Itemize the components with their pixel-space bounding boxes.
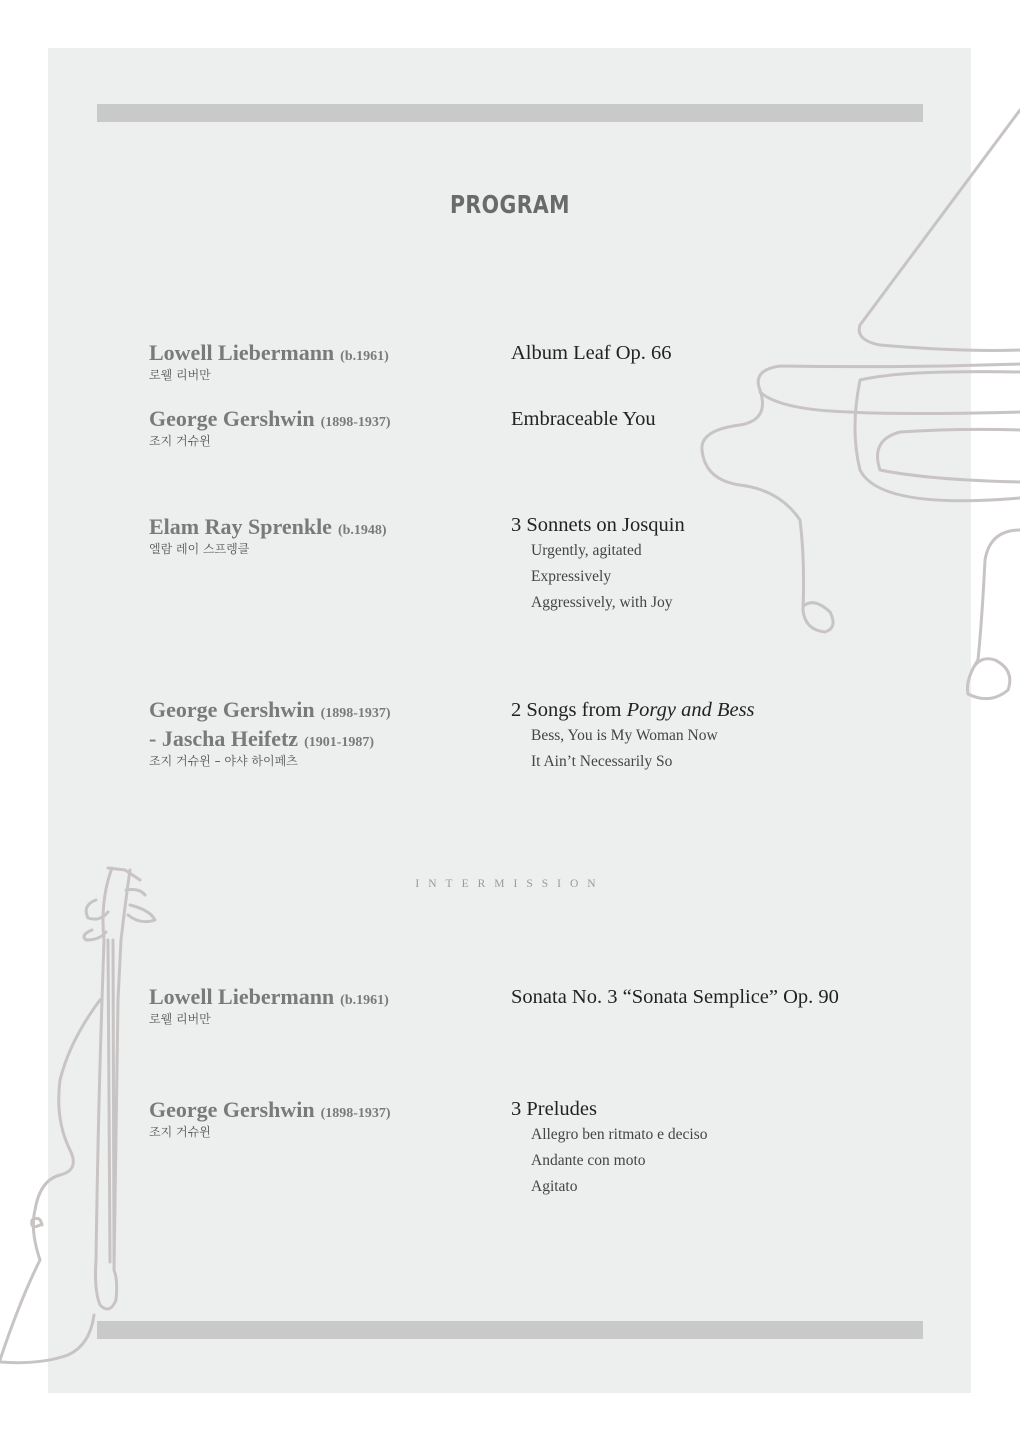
composer-korean-name: 로웰 리버만 <box>149 1012 211 1026</box>
movement: Urgently, agitated <box>531 542 642 559</box>
composer-dates: (b.1961) <box>340 349 389 364</box>
movement: Andante con moto <box>531 1152 646 1169</box>
composer-block-sprenkle <box>149 514 387 557</box>
composer-dates: (1898-1937) <box>320 706 391 721</box>
composer-name: George Gershwin <box>149 697 315 722</box>
work-block-sonnets <box>511 512 685 616</box>
work-title <box>511 697 755 723</box>
arranger-name: - Jascha Heifetz <box>149 726 299 751</box>
composer-block-gershwin-2 <box>149 1097 391 1140</box>
composer-korean-name: 조지 거슈윈 <box>149 434 211 448</box>
bottom-divider-bar <box>97 1321 923 1339</box>
composer-name: Elam Ray Sprenkle <box>149 514 332 539</box>
work-title: 3 Sonnets on Josquin <box>511 514 685 536</box>
composer-name: Lowell Liebermann <box>149 984 335 1009</box>
composer-dates: (1898-1937) <box>320 415 391 430</box>
work-title: Embraceable You <box>511 408 656 430</box>
composer-korean-name: 엘람 레이 스프렝클 <box>149 542 250 556</box>
work-block-preludes <box>511 1096 707 1200</box>
work-block-sonata-3 <box>511 984 839 1010</box>
composer-name: George Gershwin <box>149 1097 315 1122</box>
composer-dates: (1898-1937) <box>320 1106 391 1121</box>
movement: Allegro ben ritmato e deciso <box>531 1126 708 1143</box>
movement: It Ain’t Necessarily So <box>531 753 673 770</box>
work-title-italic: Porgy and Bess <box>626 699 755 721</box>
composer-korean-name: 조지 거슈윈 – 야샤 하이페츠 <box>149 754 298 768</box>
work-block-embraceable-you <box>511 406 656 432</box>
composer-dates: (b.1961) <box>340 993 389 1008</box>
composer-dates: (b.1948) <box>337 523 387 538</box>
movement: Aggressively, with Joy <box>531 594 673 611</box>
work-block-album-leaf <box>511 340 672 366</box>
work-title: 3 Preludes <box>511 1098 597 1120</box>
movement: Bess, You is My Woman Now <box>531 727 718 744</box>
intermission-label: INTERMISSION <box>415 878 605 890</box>
arranger-dates: (1901-1987) <box>304 735 375 750</box>
composer-name: Lowell Liebermann <box>149 340 335 365</box>
page-title: PROGRAM <box>449 190 570 219</box>
work-title: Album Leaf Op. 66 <box>511 342 672 364</box>
composer-block-gershwin-heifetz <box>149 697 391 769</box>
composer-block-liebermann-2 <box>149 984 389 1027</box>
composer-name: George Gershwin <box>149 406 315 431</box>
composer-block-liebermann-1 <box>149 340 389 383</box>
movement: Agitato <box>531 1178 578 1195</box>
work-title: Sonata No. 3 “Sonata Semplice” Op. 90 <box>511 986 839 1008</box>
top-divider-bar <box>97 104 923 122</box>
composer-korean-name: 조지 거슈윈 <box>149 1125 211 1139</box>
movement: Expressively <box>531 568 612 585</box>
work-block-porgy-and-bess <box>511 697 755 775</box>
work-title-prefix: 2 Songs from <box>511 699 627 721</box>
composer-korean-name: 로웰 리버만 <box>149 368 211 382</box>
composer-block-gershwin-1 <box>149 406 391 449</box>
